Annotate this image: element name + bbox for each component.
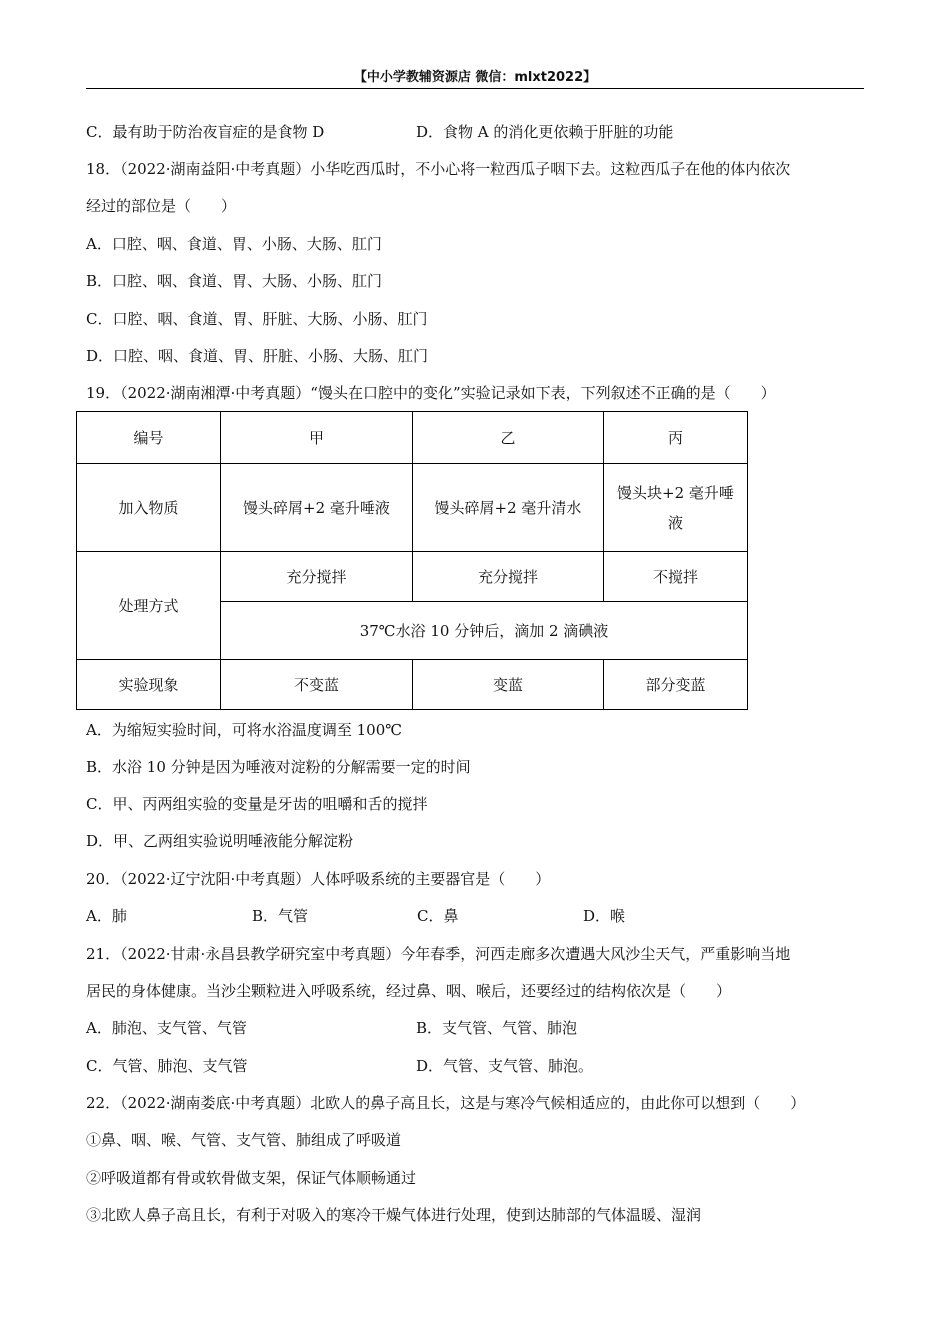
- q18-option-d: D．口腔、咽、食道、胃、肝脏、小肠、大肠、肛门: [86, 347, 429, 365]
- q22-stem: 22．（2022·湖南娄底·中考真题）北欧人的鼻子高且长，这是与寒冷气候相适应的，由此你可以想到（ ）: [86, 1094, 806, 1112]
- table-cell-added-b: 馒头碎屑+2 毫升清水: [413, 464, 604, 552]
- q22-item-1: ①鼻、咽、喉、气管、支气管、肺组成了呼吸道: [86, 1131, 402, 1149]
- table-row-label-process: 处理方式: [77, 552, 221, 660]
- q21-option-b: B．支气管、气管、肺泡: [416, 1019, 578, 1037]
- q22-item-3: ③北欧人鼻子高且长，有利于对吸入的寒冷干燥气体进行处理，使到达肺部的气体温暖、湿润: [86, 1206, 702, 1224]
- q21-option-a: A．肺泡、支气管、气管: [86, 1019, 247, 1037]
- q22-item-2: ②呼吸道都有骨或软骨做支架，保证气体顺畅通过: [86, 1169, 417, 1187]
- table-cell-result-a: 不变蓝: [221, 660, 413, 710]
- q20-option-b: B．气管: [252, 907, 309, 925]
- q18-option-b: B．口腔、咽、食道、胃、大肠、小肠、肛门: [86, 272, 383, 290]
- q17-option-c: C．最有助于防治夜盲症的是食物 D: [86, 123, 325, 141]
- q20-stem: 20．（2022·辽宁沈阳·中考真题）人体呼吸系统的主要器官是（ ）: [86, 870, 551, 888]
- table-header-label: 编号: [77, 412, 221, 464]
- table-cell-result-c: 部分变蓝: [604, 660, 748, 710]
- table-row-label-result: 实验现象: [77, 660, 221, 710]
- table-header-group-c: 丙: [604, 412, 748, 464]
- q19-option-c: C．甲、丙两组实验的变量是牙齿的咀嚼和舌的搅拌: [86, 795, 428, 813]
- table-cell-process-common: 37℃水浴 10 分钟后，滴加 2 滴碘液: [221, 602, 748, 660]
- q21-stem-line2: 居民的身体健康。当沙尘颗粒进入呼吸系统，经过鼻、咽、喉后，还要经过的结构依次是（ ）: [86, 982, 732, 1000]
- table-header-group-b: 乙: [413, 412, 604, 464]
- table-header-group-a: 甲: [221, 412, 413, 464]
- q19-option-b: B．水浴 10 分钟是因为唾液对淀粉的分解需要一定的时间: [86, 758, 471, 776]
- q20-option-c: C．鼻: [417, 907, 459, 925]
- q21-option-d: D．气管、支气管、肺泡。: [416, 1057, 594, 1075]
- table-row-label-added: 加入物质: [77, 464, 221, 552]
- q20-option-d: D．喉: [583, 907, 626, 925]
- q18-stem-line2: 经过的部位是（ ）: [86, 197, 237, 215]
- page-header: 【中小学教辅资源店 微信：mlxt2022】: [353, 70, 597, 85]
- q19-option-a: A．为缩短实验时间，可将水浴温度调至 100℃: [86, 721, 403, 739]
- table-cell-added-a: 馒头碎屑+2 毫升唾液: [221, 464, 413, 552]
- q21-stem-line1: 21．（2022·甘肃·永昌县教学研究室中考真题）今年春季，河西走廊多次遭遇大风沙尘天气，严重影响当地: [86, 945, 791, 963]
- table-cell-process-a: 充分搅拌: [221, 552, 413, 602]
- q18-option-a: A．口腔、咽、食道、胃、小肠、大肠、肛门: [86, 235, 382, 253]
- q18-option-c: C．口腔、咽、食道、胃、肝脏、大肠、小肠、肛门: [86, 310, 428, 328]
- q20-option-a: A．肺: [86, 907, 127, 925]
- q21-option-c: C．气管、肺泡、支气管: [86, 1057, 248, 1075]
- header-divider: [86, 88, 864, 89]
- q17-option-d: D．食物 A 的消化更依赖于肝脏的功能: [416, 123, 674, 141]
- table-cell-added-c: 馒头块+2 毫升唾液: [604, 464, 748, 552]
- table-cell-process-c: 不搅拌: [604, 552, 748, 602]
- table-cell-process-b: 充分搅拌: [413, 552, 604, 602]
- experiment-table: [76, 411, 748, 710]
- table-cell-result-b: 变蓝: [413, 660, 604, 710]
- q19-option-d: D．甲、乙两组实验说明唾液能分解淀粉: [86, 832, 354, 850]
- q18-stem-line1: 18．（2022·湖南益阳·中考真题）小华吃西瓜时，不小心将一粒西瓜子咽下去。这粒西瓜子在他的体内依次: [86, 160, 791, 178]
- q19-stem: 19．（2022·湖南湘潭·中考真题）“馒头在口腔中的变化”实验记录如下表，下列叙述不正确的是（ ）: [86, 384, 776, 402]
